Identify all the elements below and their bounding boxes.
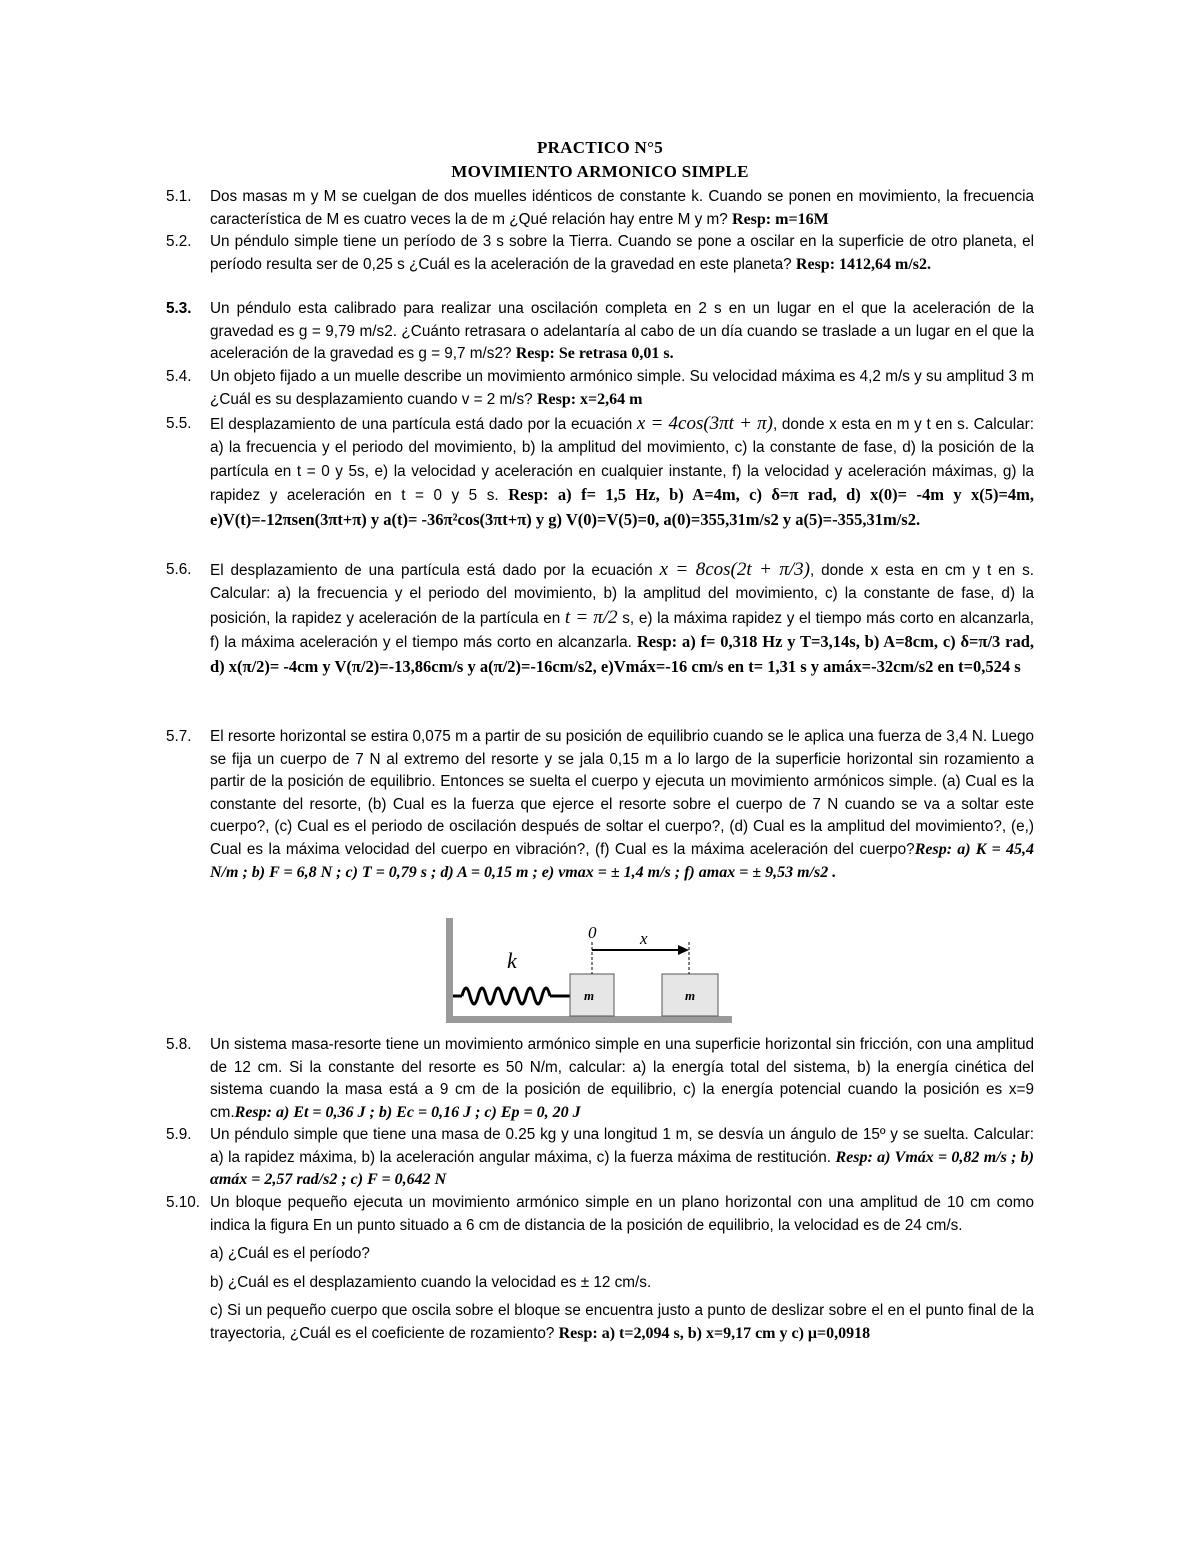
problem-number: 5.3. (166, 300, 192, 317)
problem-text: Un objeto fijado a un muelle describe un movimiento armónico simple. Su velocidad máxima es 4,2 m/s y su amplitud 3 m ¿Cuál es su desplazamiento cuando v = 2 m/s? (210, 368, 1034, 408)
answer: Resp: 1412,64 m/s2. (795, 255, 932, 273)
equation: x = 4cos(3πt + π) (636, 413, 773, 434)
x-label: x (640, 929, 648, 948)
problem-text: Un péndulo simple tiene un período de 3 s sobre la Tierra. Cuando se pone a oscilar en la superficie de otro planeta, el período resulta ser de 0,25 s ¿Cuál es la aceleración de la gravedad en este planeta? (210, 233, 1034, 273)
problem-number: 5.10. (166, 1194, 201, 1211)
problem-text-a: El desplazamiento de una partícula está dado por la ecuación (210, 416, 633, 433)
problem-number: 5.6. (166, 561, 192, 578)
problem-5-10 (166, 1192, 1034, 1346)
problem-number: 5.7. (166, 728, 192, 745)
answer: Resp: a) f= 1,5 Hz, b) A=4m, c) δ=π rad, d) x(0)= -4m y x(5)=4m, e)V(t)=-12πsen(3πt+π) y a(t)= -36π²cos(3πt+π) y g) V(0)=V(5)=0, a(0)=355,31m/s2 y a(5)=-355,31m/s2. (210, 485, 1035, 529)
title-line-2: MOVIMIENTO ARMONICO SIMPLE (451, 162, 749, 181)
problem-number: 5.4. (166, 368, 192, 385)
problem-text: El resorte horizontal se estira 0,075 m a partir de su posición de equilibrio cuando se le aplica una fuerza de 3,4 N. Luego se fija un cuerpo de 7 N al extremo del resorte y se jala 0,15 m a lo largo de la superficie horizontal sin rozamiento a partir de la posición de equilibrio. Entonces se suelta el cuerpo y ejecuta un movimiento armónicos simple. (a) Cual es la constante del resorte, (b) Cual es la fuerza que ejerce el resorte sobre el cuerpo de 7 N cuando se va a soltar este cuerpo?, (c) Cual es el periodo de oscilación después de soltar el cuerpo?, (d) Cual es la amplitud del movimiento?, (e,) Cual es la máxima velocidad del cuerpo en vibración?, (f) Cual es la máxima aceleración del cuerpo? (210, 728, 1034, 858)
answer: Resp: x=2,64 m (536, 390, 643, 408)
problem-number: 5.5. (166, 415, 192, 432)
problem-5-5 (166, 412, 1034, 532)
problem-5-3 (166, 298, 1034, 366)
problem-number: 5.8. (166, 1036, 192, 1053)
equation: x = 8cos(2t + π/3) (659, 559, 810, 580)
problem-text: Un bloque pequeño ejecuta un movimiento armónico simple en un plano horizontal con una amplitud de 10 cm como indica la figura En un punto situado a 6 cm de distancia de la posición de equilibrio, la velocidad es de 24 cm/s. (210, 1194, 1034, 1234)
spring-icon (453, 988, 570, 1004)
problem-5-9 (166, 1124, 1034, 1192)
answer: Resp: a) f= 0,318 Hz y T=3,14s, b) A=8cm, c) δ=π/3 rad, d) x(π/2)= -4cm y V(π/2)=-13,86cm/s y a(π/2)=-16cm/s2, e)Vmáx=-16 cm/s en t= 1,31 s y amáx=-32cm/s2 en t=0,524 s (210, 632, 1034, 676)
problem-text-a: El desplazamiento de una partícula está dado por la ecuación (210, 562, 653, 579)
problem-5-7 (166, 726, 1034, 884)
mass-label-1: m (584, 988, 595, 1003)
question-c: c) Si un pequeño cuerpo que oscila sobre el bloque se encuentra justo a punto de deslizar sobre el en el punto final de la trayectoria, ¿Cuál es el coeficiente de rozamiento? (210, 1302, 1034, 1342)
answer: Resp: a) Et = 0,36 J ; b) Ec = 0,16 J ; c) Ep = 0, 20 J (234, 1103, 581, 1121)
problem-5-4 (166, 366, 1034, 411)
problem-5-1 (166, 186, 1034, 231)
question-b: b) ¿Cuál es el desplazamiento cuando la velocidad es ± 12 cm/s. (210, 1273, 652, 1291)
problem-text-b: , donde x esta en cm y t en s. Calcular: a) la frecuencia y el periodo del movimiento, b) la amplitud del movimiento, c) la constante de fase, d) la posición, la rapidez y aceleración de la partícula en (210, 562, 1034, 627)
spring-constant-label: k (507, 948, 517, 973)
problem-number: 5.1. (166, 188, 192, 205)
problem-text: Un péndulo esta calibrado para realizar una oscilación completa en 2 s en un lugar en el que la aceleración de la gravedad es g = 9,79 m/s2. ¿Cuánto retrasara o adelantaría al cabo de un día cuando se traslade a un lugar en el que la aceleración de la gravedad es g = 9,7 m/s2? (210, 300, 1034, 363)
title-line-1: PRACTICO N°5 (536, 138, 664, 157)
answer: Resp: m=16M (732, 210, 829, 228)
problem-5-8 (166, 1034, 1034, 1124)
answer: Resp: a) t=2,094 s, b) x=9,17 cm y c) μ=0,0918 (558, 1324, 871, 1342)
origin-label: 0 (588, 923, 597, 942)
problem-text: Un sistema masa-resorte tiene un movimiento armónico simple en una superficie horizontal sin fricción, con una amplitud de 12 cm. Si la constante del resorte es 50 N/m, calcular: a) la energía total del sistema, b) la energía cinética del sistema cuando la masa está a 9 cm de la posición de equilibrio, c) la energía potencial cuando la posición es x=9 cm. (210, 1036, 1034, 1121)
wall (446, 918, 453, 1022)
problem-5-2 (166, 231, 1034, 276)
floor (446, 1016, 732, 1023)
answer: Resp: a) K = 45,4 N/m ; b) F = 6,8 N ; c) T = 0,79 s ; d) A = 0,15 m ; e) vmax = ± 1,4 m/s ; f) amax = ± 9,53 m/s2 . (210, 840, 1034, 881)
question-a: a) ¿Cuál es el período? (210, 1245, 370, 1263)
problem-text: Dos masas m y M se cuelgan de dos muelles idénticos de constante k. Cuando se ponen en movimiento, la frecuencia característica de M es cuatro veces la de m ¿Qué relación hay entre M y m? (210, 188, 1034, 228)
answer: Resp: a) Vmáx = 0,82 m/s ; b) αmáx = 2,57 rad/s2 ; c) F = 0,642 N (210, 1148, 1034, 1189)
problem-5-6 (166, 558, 1034, 679)
answer: Resp: Se retrasa 0,01 s. (515, 345, 674, 363)
mass-label-2: m (685, 988, 696, 1003)
problem-text: Un péndulo simple que tiene una masa de 0.25 kg y una longitud 1 m, se desvía un ángulo de 15º y se suelta. Calcular: a) la rapidez máxima, b) la aceleración angular máxima, c) la fuerza máxima de restitución. (210, 1126, 1034, 1166)
arrow-head-icon (678, 945, 689, 955)
spring-mass-figure (446, 916, 732, 1026)
problem-text-b: , donde x esta en m y t en s. Calcular: a) la frecuencia y el periodo del movimiento, b) la amplitud del movimiento, c) la constante de fase, d) la posición de la partícula en t = 0 y 5s, e) la velocidad y aceleración en cualquier instante, f) la velocidad y aceleración máximas, g) la rapidez y aceleración en t = 0 y 5 s. (210, 416, 1035, 505)
problem-number: 5.2. (166, 233, 192, 250)
equation-2: t = π/2 (564, 606, 618, 628)
problem-text-c: s, e) la máxima rapidez y el tiempo más corto en alcanzarla, f) la máxima aceleración y el tiempo más corto en alcanzarla. (210, 609, 1035, 652)
problem-number: 5.9. (166, 1126, 192, 1143)
